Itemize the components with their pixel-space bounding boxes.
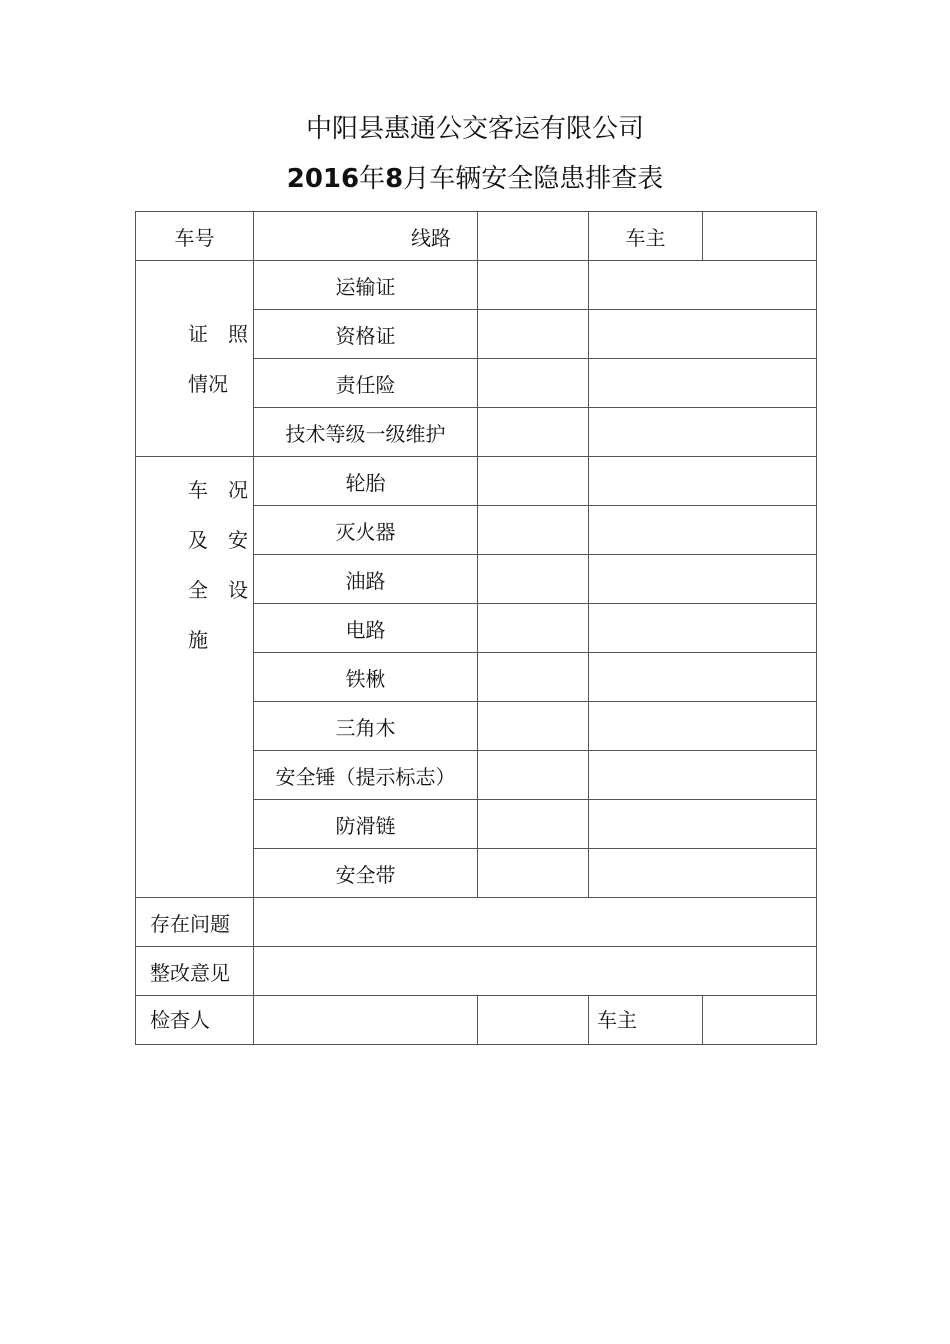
license-item-status[interactable] bbox=[478, 261, 589, 310]
safety-item-note[interactable] bbox=[589, 653, 817, 702]
owner-value[interactable] bbox=[703, 212, 817, 261]
safety-item: 三角木 bbox=[254, 702, 478, 751]
inspection-table bbox=[135, 211, 817, 1045]
owner-signature-label: 车主 bbox=[589, 996, 703, 1045]
route-label: 线路 bbox=[411, 226, 451, 250]
owner-signature-value[interactable] bbox=[703, 996, 817, 1045]
inspector-label: 检杳人 bbox=[136, 996, 254, 1045]
safety-item: 安全锤（提示标志） bbox=[254, 751, 478, 800]
safety-item-status[interactable] bbox=[478, 800, 589, 849]
license-item-note[interactable] bbox=[589, 261, 817, 310]
license-item-status[interactable] bbox=[478, 310, 589, 359]
form-title-month: 8 bbox=[385, 164, 404, 194]
safety-item-status[interactable] bbox=[478, 702, 589, 751]
form-title bbox=[0, 158, 950, 195]
license-item-status[interactable] bbox=[478, 359, 589, 408]
safety-item-status[interactable] bbox=[478, 555, 589, 604]
safety-item: 灭火器 bbox=[254, 506, 478, 555]
safety-label-line: 及 安 bbox=[188, 528, 248, 552]
license-section-label bbox=[136, 261, 254, 457]
route-label-cell bbox=[254, 212, 478, 261]
license-row bbox=[136, 261, 817, 310]
rectification-value[interactable] bbox=[254, 947, 817, 996]
header-row bbox=[136, 212, 817, 261]
license-item-note[interactable] bbox=[589, 408, 817, 457]
safety-item-status[interactable] bbox=[478, 506, 589, 555]
license-item: 资格证 bbox=[254, 310, 478, 359]
car-number-label: 车号 bbox=[136, 212, 254, 261]
form-title-part1: 年 bbox=[359, 164, 386, 194]
company-title: 中阳县惠通公交客运有限公司 bbox=[305, 114, 644, 144]
safety-item-status[interactable] bbox=[478, 457, 589, 506]
form-title-part2: 月车辆安全隐患排查表 bbox=[403, 164, 664, 194]
safety-label-line: 施 bbox=[188, 628, 208, 652]
license-label-line: 证 照 bbox=[188, 321, 248, 346]
safety-item: 轮胎 bbox=[254, 457, 478, 506]
safety-item: 安全带 bbox=[254, 849, 478, 898]
safety-item-note[interactable] bbox=[589, 457, 817, 506]
license-item-note[interactable] bbox=[589, 310, 817, 359]
safety-item: 铁楸 bbox=[254, 653, 478, 702]
safety-item-note[interactable] bbox=[589, 555, 817, 604]
signature-row bbox=[136, 996, 817, 1045]
safety-item: 防滑链 bbox=[254, 800, 478, 849]
inspector-extra[interactable] bbox=[478, 996, 589, 1045]
safety-label-line: 全 设 bbox=[188, 578, 248, 602]
safety-item: 油路 bbox=[254, 555, 478, 604]
safety-item-status[interactable] bbox=[478, 849, 589, 898]
safety-item-note[interactable] bbox=[589, 849, 817, 898]
license-item-note[interactable] bbox=[589, 359, 817, 408]
safety-section-label bbox=[136, 457, 254, 898]
owner-label: 车主 bbox=[589, 212, 703, 261]
safety-item-note[interactable] bbox=[589, 604, 817, 653]
problems-value[interactable] bbox=[254, 898, 817, 947]
safety-item-note[interactable] bbox=[589, 702, 817, 751]
inspector-value[interactable] bbox=[254, 996, 478, 1045]
problems-row bbox=[136, 898, 817, 947]
safety-item-status[interactable] bbox=[478, 653, 589, 702]
license-item: 技术等级一级维护 bbox=[254, 408, 478, 457]
safety-item-note[interactable] bbox=[589, 800, 817, 849]
rectification-row bbox=[136, 947, 817, 996]
safety-label-line: 车 况 bbox=[188, 478, 248, 502]
safety-item-status[interactable] bbox=[478, 604, 589, 653]
license-label-line: 情况 bbox=[188, 371, 228, 396]
rectification-label: 整改意见 bbox=[136, 947, 254, 996]
safety-row bbox=[136, 457, 817, 506]
safety-item-note[interactable] bbox=[589, 751, 817, 800]
form-title-year: 2016 bbox=[286, 164, 360, 194]
safety-item: 电路 bbox=[254, 604, 478, 653]
route-value[interactable] bbox=[478, 212, 589, 261]
license-item: 责任险 bbox=[254, 359, 478, 408]
safety-item-note[interactable] bbox=[589, 506, 817, 555]
license-item-status[interactable] bbox=[478, 408, 589, 457]
safety-item-status[interactable] bbox=[478, 751, 589, 800]
license-item: 运输证 bbox=[254, 261, 478, 310]
problems-label: 存在问题 bbox=[136, 898, 254, 947]
